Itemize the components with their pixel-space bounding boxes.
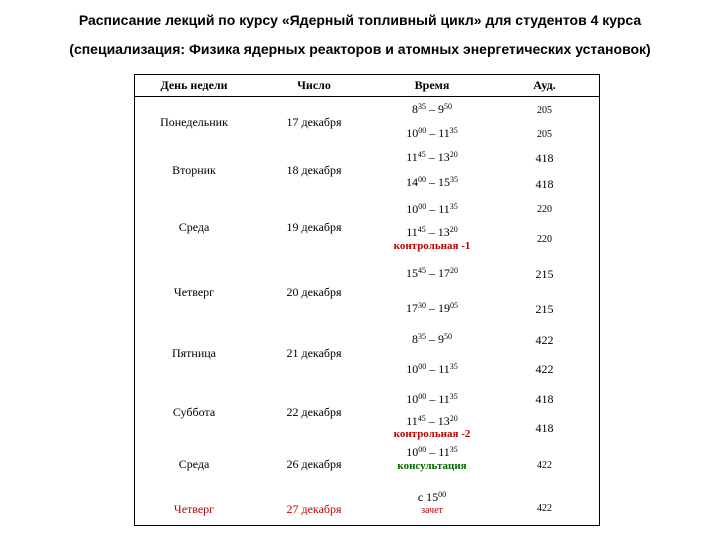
date-cell: 22 декабря bbox=[286, 405, 342, 419]
room-cell: 418 bbox=[535, 151, 554, 165]
test-note: контрольная -2 bbox=[393, 428, 471, 440]
day-cell: Пятница bbox=[171, 346, 217, 360]
time-cell: $11^{45} - 13^{20}$ bbox=[406, 225, 458, 239]
room-cell: 418 bbox=[535, 177, 554, 191]
header-time: Время bbox=[414, 78, 450, 92]
time-cell: $10^{00} - 11^{35}$ bbox=[406, 126, 458, 140]
time-cell: $17^{30} - 19^{05}$ bbox=[406, 301, 458, 315]
time-cell: $15^{45} - 17^{20}$ bbox=[406, 266, 458, 280]
header-room: Ауд. bbox=[533, 78, 556, 92]
consultation-note: консультация bbox=[397, 460, 467, 472]
table-border-right bbox=[599, 74, 600, 526]
table-border-bottom bbox=[134, 525, 600, 526]
room-cell: 220 bbox=[537, 234, 552, 245]
room-cell: 220 bbox=[537, 204, 552, 215]
room-cell: 422 bbox=[537, 503, 552, 514]
time-cell: с $15^{00}$ bbox=[417, 490, 447, 504]
room-cell: 205 bbox=[537, 105, 552, 116]
room-cell: 422 bbox=[535, 333, 554, 347]
room-cell: 422 bbox=[535, 362, 554, 376]
date-cell: 21 декабря bbox=[286, 346, 342, 360]
time-cell: $11^{45} - 13^{20}$ bbox=[406, 150, 458, 164]
room-cell: 205 bbox=[537, 129, 552, 140]
day-cell: Четверг bbox=[173, 285, 215, 299]
header-divider bbox=[134, 96, 600, 97]
room-cell: 215 bbox=[535, 267, 554, 281]
day-cell: Среда bbox=[178, 457, 210, 471]
room-cell: 422 bbox=[537, 460, 552, 471]
page-title: Расписание лекций по курсу «Ядерный топливный цикл» для студентов 4 курса bbox=[78, 12, 642, 28]
time-cell: $10^{00} - 11^{35}$ bbox=[406, 202, 458, 216]
date-cell: 27 декабря bbox=[286, 502, 342, 516]
time-cell: $11^{45} - 13^{20}$ bbox=[406, 414, 458, 428]
header-day: День недели bbox=[160, 78, 228, 92]
day-cell: Понедельник bbox=[160, 115, 228, 129]
room-cell: 215 bbox=[535, 302, 554, 316]
date-cell: 26 декабря bbox=[286, 457, 342, 471]
day-cell: Четверг bbox=[173, 502, 215, 516]
day-cell: Вторник bbox=[172, 163, 216, 177]
date-cell: 20 декабря bbox=[286, 285, 342, 299]
exam-note: зачет bbox=[421, 505, 443, 516]
date-cell: 17 декабря bbox=[286, 115, 342, 129]
day-cell: Среда bbox=[178, 220, 210, 234]
time-cell: $8^{35} - 9^{50}$ bbox=[412, 332, 452, 346]
date-cell: 19 декабря bbox=[286, 220, 342, 234]
test-note: контрольная -1 bbox=[393, 240, 471, 252]
day-cell: Суббота bbox=[172, 405, 216, 419]
date-cell: 18 декабря bbox=[286, 163, 342, 177]
time-cell: $10^{00} - 11^{35}$ bbox=[406, 362, 458, 376]
header-date: Число bbox=[297, 78, 331, 92]
room-cell: 418 bbox=[535, 421, 554, 435]
time-cell: $10^{00} - 11^{35}$ bbox=[406, 392, 458, 406]
time-cell: $14^{00} - 15^{35}$ bbox=[406, 175, 458, 189]
time-cell: $10^{00} - 11^{35}$ bbox=[406, 445, 458, 459]
table-border-top bbox=[134, 74, 600, 75]
time-cell: $8^{35} - 9^{50}$ bbox=[412, 102, 452, 116]
page-subtitle: (специализация: Физика ядерных реакторов и атомных энергетических установок) bbox=[69, 41, 651, 57]
room-cell: 418 bbox=[535, 392, 554, 406]
